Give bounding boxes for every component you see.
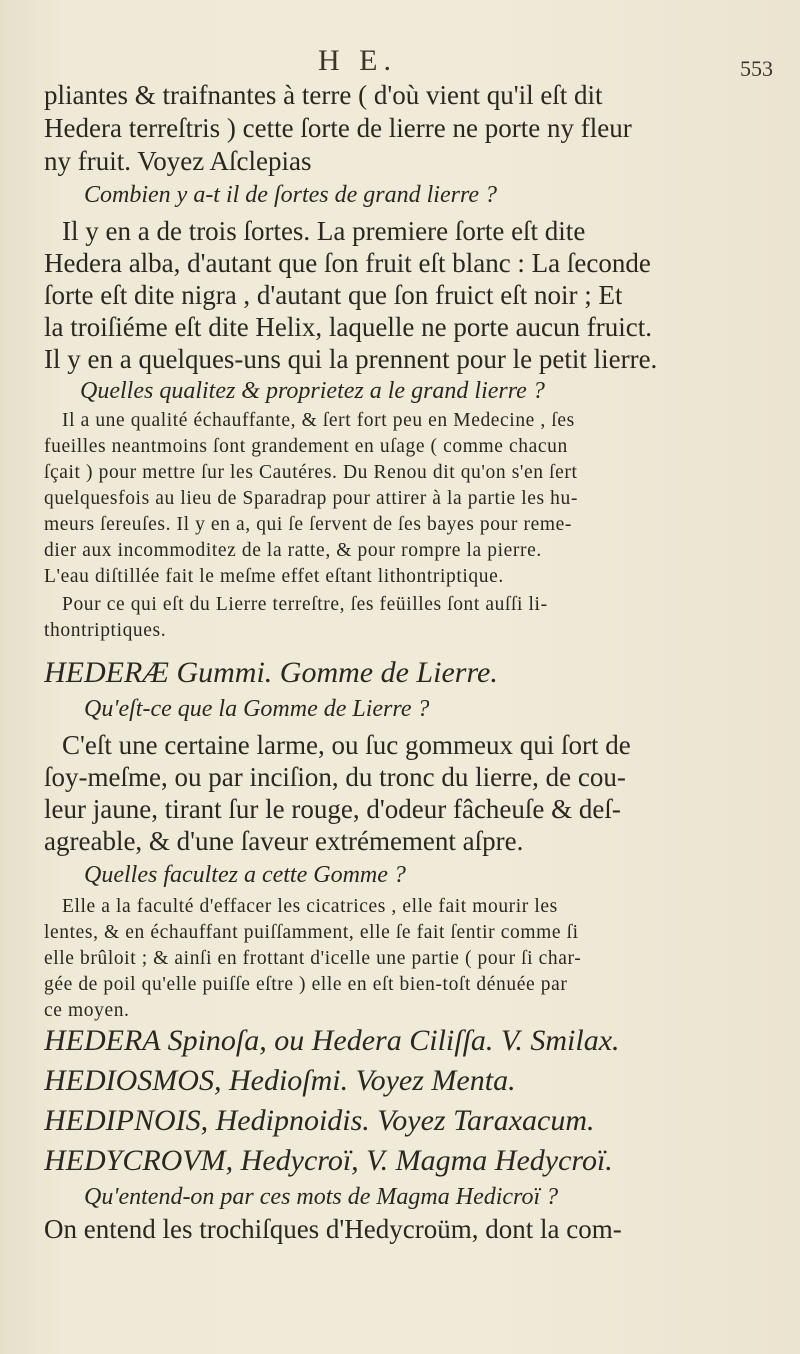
text-line: C'eſt une certaine larme, ou ſuc gommeux qui ſort de <box>62 730 631 760</box>
text-line: On entend les trochiſques d'Hedycroüm, dont la com- <box>44 1214 622 1244</box>
text-line: Quelles facultez a cette Gomme ? <box>84 862 406 888</box>
text-line: Elle a la faculté d'effacer les cicatrices , elle fait mourir les <box>62 896 558 917</box>
text-line: Hedera terreſtris ) cette ſorte de lierre ne porte ny fleur <box>44 113 632 143</box>
text-line: ſorte eſt dite nigra , d'autant que ſon fruict eſt noir ; Et <box>44 280 623 310</box>
text-line: HEDYCROVM, Hedycroï, V. Magma Hedycroï. <box>44 1144 613 1177</box>
text-line: thontriptiques. <box>44 620 167 641</box>
text-line: Il a une qualité échauffante, & ſert fort peu en Medecine , ſes <box>62 410 575 431</box>
text-line: ny fruit. Voyez Aſclepias <box>44 146 312 176</box>
running-head: H E. <box>318 44 397 77</box>
text-line: quelquesfois au lieu de Sparadrap pour attirer à la partie les hu- <box>44 488 578 509</box>
text-line: ſçait ) pour mettre ſur les Cautéres. Du Renou dit qu'on s'en ſert <box>44 462 578 483</box>
text-line: fueilles neantmoins ſont grandement en uſage ( comme chacun <box>44 436 568 457</box>
text-line: Quelles qualitez & proprietez a le grand lierre ? <box>80 378 545 404</box>
text-line: Il y en a de trois ſortes. La premiere ſorte eſt dite <box>62 216 586 246</box>
text-line: agreable, & d'une ſaveur extrémement aſpre. <box>44 826 524 856</box>
text-line: lentes, & en échauffant puiſſamment, elle ſe fait ſentir comme ſi <box>44 922 579 943</box>
text-line: Hedera alba, d'autant que ſon fruit eſt blanc : La ſeconde <box>44 248 651 278</box>
text-line: meurs ſereuſes. Il y en a, qui ſe ſervent de ſes bayes pour reme- <box>44 514 572 535</box>
text-line: dier aux incommoditez de la ratte, & pour rompre la pierre. <box>44 540 542 561</box>
text-line: la troiſiéme eſt dite Helix, laquelle ne porte aucun fruict. <box>44 312 653 342</box>
text-line: ce moyen. <box>44 1000 130 1021</box>
text-line: Combien y a-t il de ſortes de grand lierre ? <box>84 182 498 208</box>
text-line: Pour ce qui eſt du Lierre terreſtre, ſes feüilles ſont auſſi li- <box>62 594 548 615</box>
text-line: ſoy-meſme, ou par inciſion, du tronc du lierre, de cou- <box>44 762 626 792</box>
text-line: HEDERA Spinoſa, ou Hedera Ciliſſa. V. Smilax. <box>44 1024 620 1057</box>
text-line: Il y en a quelques-uns qui la prennent pour le petit lierre. <box>44 344 658 374</box>
text-line: HEDIPNOIS, Hedipnoidis. Voyez Taraxacum. <box>44 1104 595 1137</box>
text-line: gée de poil qu'elle puiſſe eſtre ) elle en eſt bien-toſt dénuée par <box>44 974 568 995</box>
page-number: 553 <box>740 56 773 81</box>
text-line: Qu'entend-on par ces mots de Magma Hedicroï ? <box>84 1184 559 1210</box>
text-line: HEDIOSMOS, Hedioſmi. Voyez Menta. <box>44 1064 516 1097</box>
text-line: pliantes & traifnantes à terre ( d'où vient qu'il eſt dit <box>44 80 603 110</box>
text-line: leur jaune, tirant ſur le rouge, d'odeur fâcheuſe & deſ- <box>44 794 621 824</box>
text-line: Qu'eſt-ce que la Gomme de Lierre ? <box>84 696 430 722</box>
text-line: HEDERÆ Gummi. Gomme de Lierre. <box>44 656 498 689</box>
text-line: L'eau diſtillée fait le meſme effet eſtant lithontriptique. <box>44 566 504 587</box>
text-line: elle brûloit ; & ainſi en frottant d'icelle une partie ( pour ſi char- <box>44 948 582 969</box>
